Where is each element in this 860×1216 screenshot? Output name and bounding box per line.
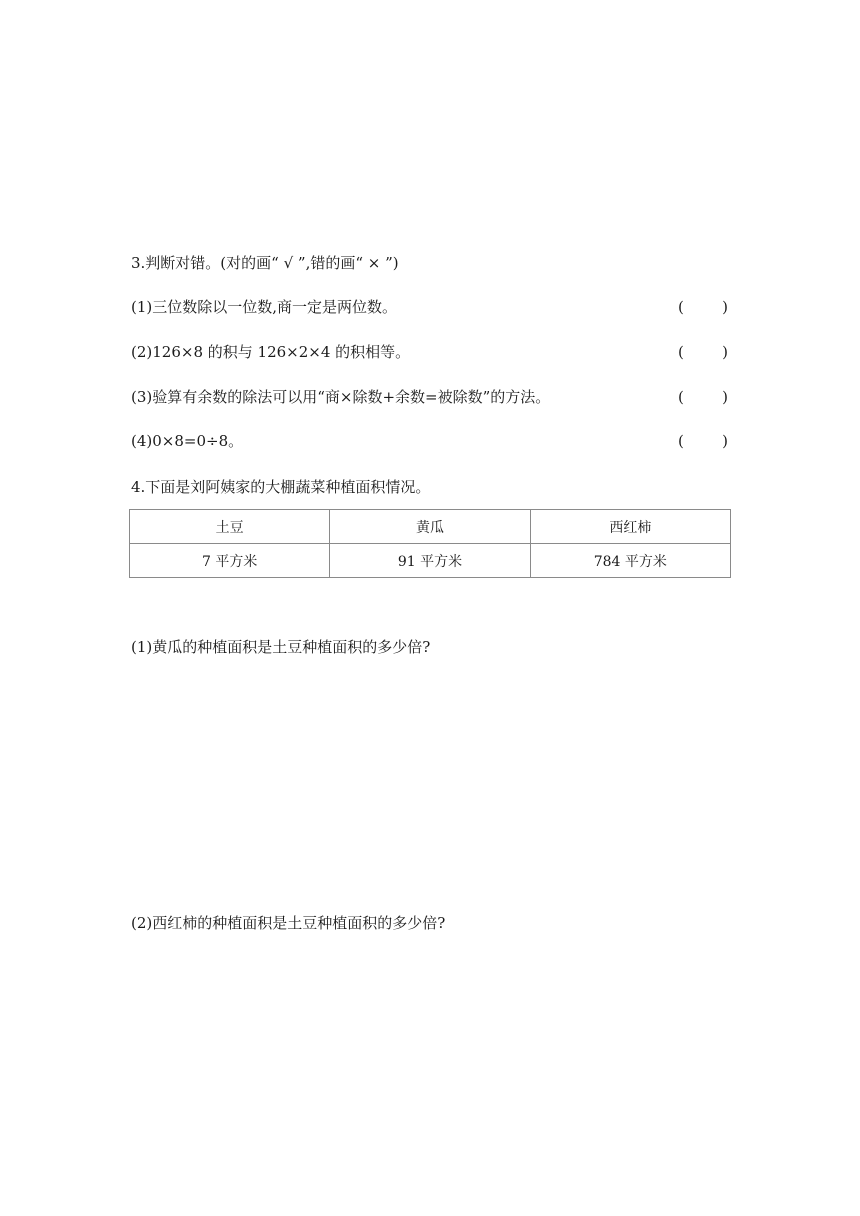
table-header-cell: 西红柿 xyxy=(530,510,730,544)
statement-3: (3)验算有余数的除法可以用“商×除数+余数=被除数”的方法。 xyxy=(131,388,551,406)
answer-blank-2[interactable] xyxy=(678,342,728,362)
open-paren: ( xyxy=(678,298,684,316)
table-row xyxy=(130,544,731,578)
close-paren: ) xyxy=(722,343,728,361)
table-header-row xyxy=(130,510,731,544)
table-cell: 784 平方米 xyxy=(530,544,730,578)
table-cell: 7 平方米 xyxy=(130,544,330,578)
sub-question-1: (1)黄瓜的种植面积是土豆种植面积的多少倍? xyxy=(131,638,431,656)
answer-blank-3[interactable] xyxy=(678,387,728,407)
planting-area-table xyxy=(129,509,731,578)
answer-blank-1[interactable] xyxy=(678,297,728,317)
close-paren: ) xyxy=(722,298,728,316)
statement-4: (4)0×8=0÷8。 xyxy=(131,432,244,450)
statement-2: (2)126×8 的积与 126×2×4 的积相等。 xyxy=(131,343,411,361)
answer-blank-4[interactable] xyxy=(678,431,728,451)
close-paren: ) xyxy=(722,388,728,406)
open-paren: ( xyxy=(678,343,684,361)
statement-1: (1)三位数除以一位数,商一定是两位数。 xyxy=(131,298,398,316)
table-cell: 91 平方米 xyxy=(330,544,530,578)
open-paren: ( xyxy=(678,388,684,406)
table-header-cell: 黄瓜 xyxy=(330,510,530,544)
sub-question-2: (2)西红柿的种植面积是土豆种植面积的多少倍? xyxy=(131,914,446,932)
question-4-title: 4.下面是刘阿姨家的大棚蔬菜种植面积情况。 xyxy=(131,478,431,496)
question-3-title: 3.判断对错。(对的画“ √ ”,错的画“ × ”) xyxy=(131,254,399,272)
close-paren: ) xyxy=(722,432,728,450)
open-paren: ( xyxy=(678,432,684,450)
table-header-cell: 土豆 xyxy=(130,510,330,544)
